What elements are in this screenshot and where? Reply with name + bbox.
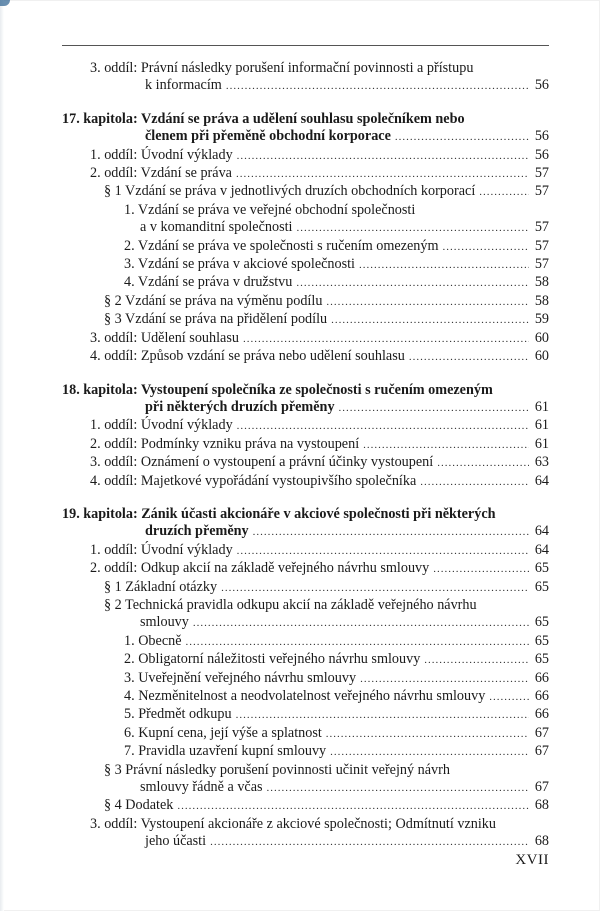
- scan-corner-artifact: [0, 0, 10, 6]
- toc-entry-subitem[interactable]: [62, 688, 549, 706]
- toc-page-number: 56: [534, 146, 549, 163]
- toc-entry-title: 1. oddíl: Úvodní výklady: [90, 417, 233, 434]
- toc-entry-paragraph[interactable]: [62, 597, 549, 633]
- page-edge-shadow: [0, 0, 4, 911]
- toc-entry-title-cont: při některých druzích přeměny: [145, 398, 335, 415]
- toc-entry-section[interactable]: [62, 147, 549, 165]
- leader-dots: [339, 400, 529, 417]
- toc-entry-paragraph[interactable]: [62, 293, 549, 311]
- toc-page-number: 56: [534, 77, 549, 94]
- toc-page-number: 60: [534, 329, 549, 346]
- toc-page-number: 57: [534, 165, 549, 182]
- toc-page-number: 68: [534, 797, 549, 814]
- toc-page-number: 66: [534, 706, 549, 723]
- header-rule: [62, 45, 549, 46]
- toc-entry-title-cont: jeho účasti: [145, 833, 207, 850]
- leader-dots: [489, 689, 529, 706]
- toc-entry-title: 19. kapitola: Zánik účasti akcionáře v akciové společnosti při některých: [62, 505, 496, 522]
- toc-entry-title: 3. oddíl: Udělení souhlasu: [90, 329, 239, 346]
- leader-dots: [237, 148, 529, 165]
- toc-page-number: 67: [534, 779, 549, 796]
- leader-dots: [236, 707, 529, 724]
- toc-entry-paragraph[interactable]: [62, 311, 549, 329]
- toc-entry-title-cont: a v komanditní společnosti: [140, 219, 293, 236]
- toc-page-number: 60: [534, 348, 549, 365]
- toc-page-number: 56: [534, 128, 549, 145]
- toc-entry-title: § 3 Vzdání se práva na přidělení podílu: [104, 311, 328, 328]
- toc-entry-title: 5. Předmět odkupu: [124, 706, 232, 723]
- toc-entry-section[interactable]: [62, 417, 549, 435]
- leader-dots: [243, 331, 529, 348]
- leader-dots: [479, 184, 529, 201]
- toc-entry-title: 4. oddíl: Způsob vzdání se práva nebo udělení souhlasu: [90, 348, 405, 365]
- leader-dots: [420, 474, 529, 491]
- toc-page-number: 63: [534, 454, 549, 471]
- toc-entry-title: 4. oddíl: Majetkové vypořádání vystoupivšího společníka: [90, 472, 417, 489]
- toc-entry-section[interactable]: [62, 60, 549, 96]
- toc-entry-section[interactable]: [62, 330, 549, 348]
- leader-dots: [331, 312, 529, 329]
- leader-dots: [267, 780, 529, 797]
- toc-page-number: 58: [534, 292, 549, 309]
- toc-page-number: 59: [534, 311, 549, 328]
- toc-page-number: 65: [534, 560, 549, 577]
- toc-entry-title: 2. oddíl: Vzdání se práva: [90, 165, 232, 182]
- toc-entry-title-cont: smlouvy: [140, 614, 189, 631]
- toc-entry-chapter[interactable]: [62, 382, 549, 418]
- leader-dots: [253, 524, 529, 541]
- toc-page-number: 65: [534, 632, 549, 649]
- toc-entry-title: 3. oddíl: Právní následky porušení informační povinnosti a přístupu: [90, 60, 474, 76]
- toc-entry-title: 6. Kupní cena, její výše a splatnost: [124, 724, 322, 741]
- toc-entry-chapter[interactable]: [62, 506, 549, 542]
- leader-dots: [443, 239, 529, 256]
- leader-dots: [186, 634, 529, 651]
- leader-dots: [221, 580, 529, 597]
- toc-entry-paragraph[interactable]: [62, 797, 549, 815]
- toc-entry-title: 7. Pravidla uzavření kupní smlouvy: [124, 743, 327, 760]
- toc-page-number: 65: [534, 614, 549, 631]
- toc-entry-subitem[interactable]: [62, 202, 549, 238]
- toc-entry-title: § 1 Vzdání se práva v jednotlivých druzích obchodních korporací: [104, 183, 476, 200]
- toc-entry-title: 3. Uveřejnění veřejného návrhu smlouvy: [124, 669, 357, 686]
- toc-entry-title: 3. oddíl: Oznámení o vystoupení a právní účinky vystoupení: [90, 454, 434, 471]
- toc-page-number: 58: [534, 274, 549, 291]
- leader-dots: [326, 726, 529, 743]
- toc-entry-title: 18. kapitola: Vystoupení společníka ze společnosti s ručením omezeným: [62, 381, 493, 398]
- leader-dots: [433, 561, 529, 578]
- leader-dots: [359, 257, 529, 274]
- toc-entry-section[interactable]: [62, 560, 549, 578]
- toc-page-number: 64: [534, 472, 549, 489]
- toc-page-number: 61: [534, 398, 549, 415]
- toc-entry-paragraph[interactable]: [62, 762, 549, 798]
- toc-entry-subitem[interactable]: [62, 238, 549, 256]
- leader-dots: [296, 275, 529, 292]
- leader-dots: [237, 543, 529, 560]
- toc-entry-subitem[interactable]: [62, 706, 549, 724]
- toc-entry-section[interactable]: [62, 165, 549, 183]
- toc-entry-title: 4. Vzdání se práva v družstvu: [124, 274, 293, 291]
- leader-dots: [236, 166, 529, 183]
- toc-entry-title-cont: k informacím: [145, 77, 222, 94]
- toc-entry-title: 2. Vzdání se práva ve společnosti s ručením omezeným: [124, 237, 439, 254]
- table-of-contents: [62, 60, 549, 852]
- page-folio-number: XVII: [515, 852, 549, 868]
- toc-page-number: 67: [534, 724, 549, 741]
- toc-page-number: 61: [534, 435, 549, 452]
- toc-entry-chapter[interactable]: [62, 111, 549, 147]
- toc-page-number: 65: [534, 651, 549, 668]
- toc-entry-title: § 3 Právní následky porušení povinnosti učinit veřejný návrh: [104, 761, 450, 778]
- leader-dots: [237, 418, 529, 435]
- toc-entry-title: § 1 Základní otázky: [104, 578, 218, 595]
- leader-dots: [424, 652, 529, 669]
- leader-dots: [326, 294, 529, 311]
- toc-page-number: 66: [534, 688, 549, 704]
- toc-entry-paragraph[interactable]: [62, 579, 549, 597]
- toc-page-number: 64: [534, 541, 549, 558]
- toc-entry-title: 1. oddíl: Úvodní výklady: [90, 146, 233, 163]
- leader-dots: [210, 834, 529, 851]
- toc-entry-title: 2. oddíl: Odkup akcií na základě veřejného návrhu smlouvy: [90, 560, 430, 577]
- toc-entry-section[interactable]: [62, 816, 549, 852]
- toc-entry-section[interactable]: [62, 473, 549, 491]
- toc-entry-title: 1. Obecně: [124, 632, 182, 649]
- toc-entry-subitem[interactable]: [62, 274, 549, 292]
- leader-dots: [363, 437, 529, 454]
- toc-entry-title: 2. oddíl: Podmínky vzniku práva na vystoupení: [90, 435, 360, 452]
- toc-page-number: 57: [534, 219, 549, 236]
- toc-entry-title: 1. Vzdání se práva ve veřejné obchodní společnosti: [124, 201, 416, 218]
- toc-page-number: 67: [534, 743, 549, 760]
- toc-page-number: 65: [534, 578, 549, 595]
- toc-page-number: 57: [534, 237, 549, 254]
- leader-dots: [360, 671, 529, 688]
- leader-dots: [409, 349, 529, 366]
- toc-entry-title-cont: smlouvy řádně a včas: [140, 779, 263, 796]
- leader-dots: [177, 798, 529, 815]
- toc-page-number: 68: [534, 833, 549, 850]
- toc-page-number: 57: [534, 256, 549, 273]
- toc-page-number: 64: [534, 523, 549, 540]
- toc-entry-title: 3. oddíl: Vystoupení akcionáře z akciové společnosti; Odmítnutí vzniku: [90, 815, 496, 832]
- leader-dots: [193, 615, 529, 632]
- toc-entry-section[interactable]: [62, 436, 549, 454]
- toc-entry-title: 4. Nezměnitelnost a neodvolatelnost veřejného návrhu smlouvy: [124, 688, 486, 704]
- toc-entry-title-cont: druzích přeměny: [145, 523, 249, 540]
- toc-entry-title-cont: členem při přeměně obchodní korporace: [145, 128, 391, 145]
- toc-entry-subitem[interactable]: [62, 743, 549, 761]
- toc-entry-section[interactable]: [62, 542, 549, 560]
- toc-entry-section[interactable]: [62, 348, 549, 366]
- toc-entry-title: § 2 Vzdání se práva na výměnu podílu: [104, 292, 323, 309]
- leader-dots: [395, 129, 529, 146]
- leader-dots: [330, 744, 529, 761]
- toc-entry-subitem[interactable]: [62, 670, 549, 688]
- toc-entry-title: 2. Obligatorní náležitosti veřejného návrhu smlouvy: [124, 651, 421, 668]
- leader-dots: [437, 455, 529, 472]
- toc-page-number: 66: [534, 669, 549, 686]
- toc-entry-subitem[interactable]: [62, 725, 549, 743]
- toc-entry-subitem[interactable]: [62, 256, 549, 274]
- toc-entry-title: 17. kapitola: Vzdání se práva a udělení souhlasu společníkem nebo: [62, 110, 465, 127]
- toc-entry-title: 1. oddíl: Úvodní výklady: [90, 541, 233, 558]
- toc-page-number: 57: [534, 183, 549, 200]
- toc-entry-subitem[interactable]: [62, 633, 549, 651]
- toc-entry-subitem[interactable]: [62, 651, 549, 669]
- toc-entry-title: § 2 Technická pravidla odkupu akcií na základě veřejného návrhu: [104, 596, 477, 613]
- leader-dots: [297, 220, 530, 237]
- toc-page-number: 61: [534, 417, 549, 434]
- leader-dots: [226, 78, 529, 95]
- toc-entry-section[interactable]: [62, 454, 549, 472]
- toc-entry-title: § 4 Dodatek: [104, 797, 174, 814]
- toc-entry-paragraph[interactable]: [62, 183, 549, 201]
- toc-entry-title: 3. Vzdání se práva v akciové společnosti: [124, 256, 356, 273]
